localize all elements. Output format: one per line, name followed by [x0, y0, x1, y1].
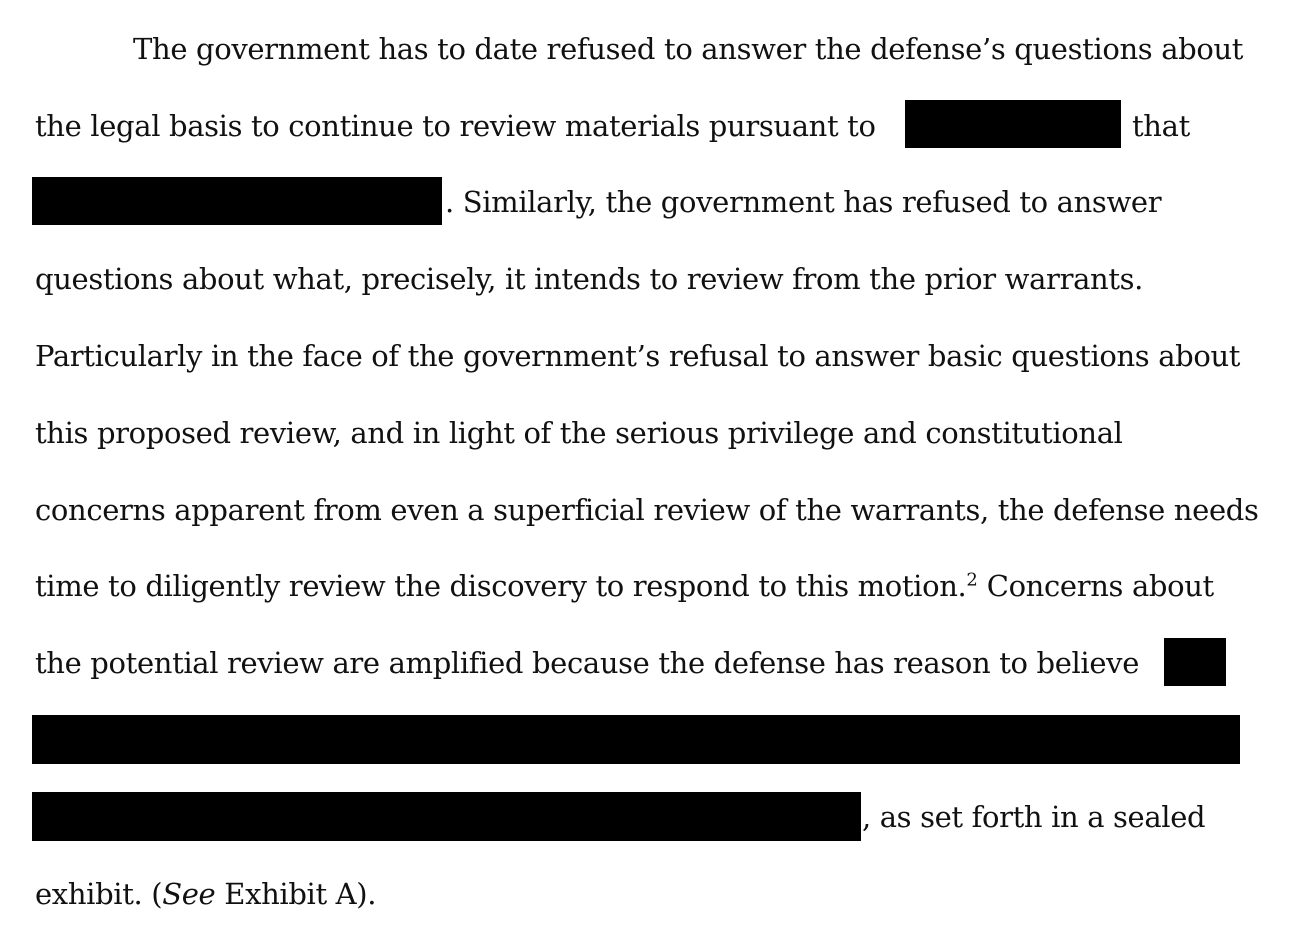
footnote-marker[interactable]: 2 — [966, 569, 978, 591]
text-line-9: the potential review are amplified because the defense has reason to believe — [35, 646, 1140, 680]
paragraph-line-9 — [35, 643, 1139, 683]
redaction-box-1 — [905, 100, 1121, 148]
text-line-4: questions about what, precisely, it intends to review from the prior warrants. — [35, 262, 1144, 296]
paragraph-line-6 — [35, 413, 1123, 453]
text-line-1: The government has to date refused to answer the defense’s questions about — [133, 32, 1244, 66]
paragraph-line-2 — [35, 106, 876, 146]
text-line-8-end: Concerns about — [977, 569, 1214, 603]
redaction-box-4 — [32, 715, 1240, 764]
redaction-box-3 — [1164, 638, 1226, 686]
redaction-box-2 — [32, 177, 442, 225]
paragraph-line-4 — [35, 259, 1143, 299]
text-line-5: Particularly in the face of the government’s refusal to answer basic questions about — [35, 339, 1241, 373]
text-line-2-start: the legal basis to continue to review materials pursuant to — [35, 109, 876, 143]
text-line-7: concerns apparent from even a superficial review of the warrants, the defense needs — [35, 493, 1259, 527]
paragraph-line-1 — [133, 29, 1243, 69]
text-line-6: this proposed review, and in light of the serious privilege and constitutional — [35, 416, 1123, 450]
see-signal: See — [162, 877, 216, 911]
text-line-12-prefix: exhibit. ( — [35, 877, 163, 911]
text-line-3: . Similarly, the government has refused to answer — [445, 185, 1162, 219]
paragraph-line-2-end — [1132, 106, 1190, 146]
redaction-box-5 — [32, 792, 861, 841]
paragraph-line-8 — [35, 566, 1214, 606]
text-line-2-end: that — [1132, 109, 1190, 143]
text-line-11: , as set forth in a sealed — [862, 800, 1206, 834]
paragraph-line-3 — [445, 182, 1161, 222]
text-line-8-start: time to diligently review the discovery to respond to this motion. — [35, 569, 967, 603]
paragraph-line-12 — [35, 874, 376, 914]
paragraph-line-5 — [35, 336, 1240, 376]
paragraph-line-7 — [35, 490, 1259, 530]
paragraph-line-11 — [862, 797, 1205, 837]
text-line-12-suffix: Exhibit A). — [215, 877, 377, 911]
